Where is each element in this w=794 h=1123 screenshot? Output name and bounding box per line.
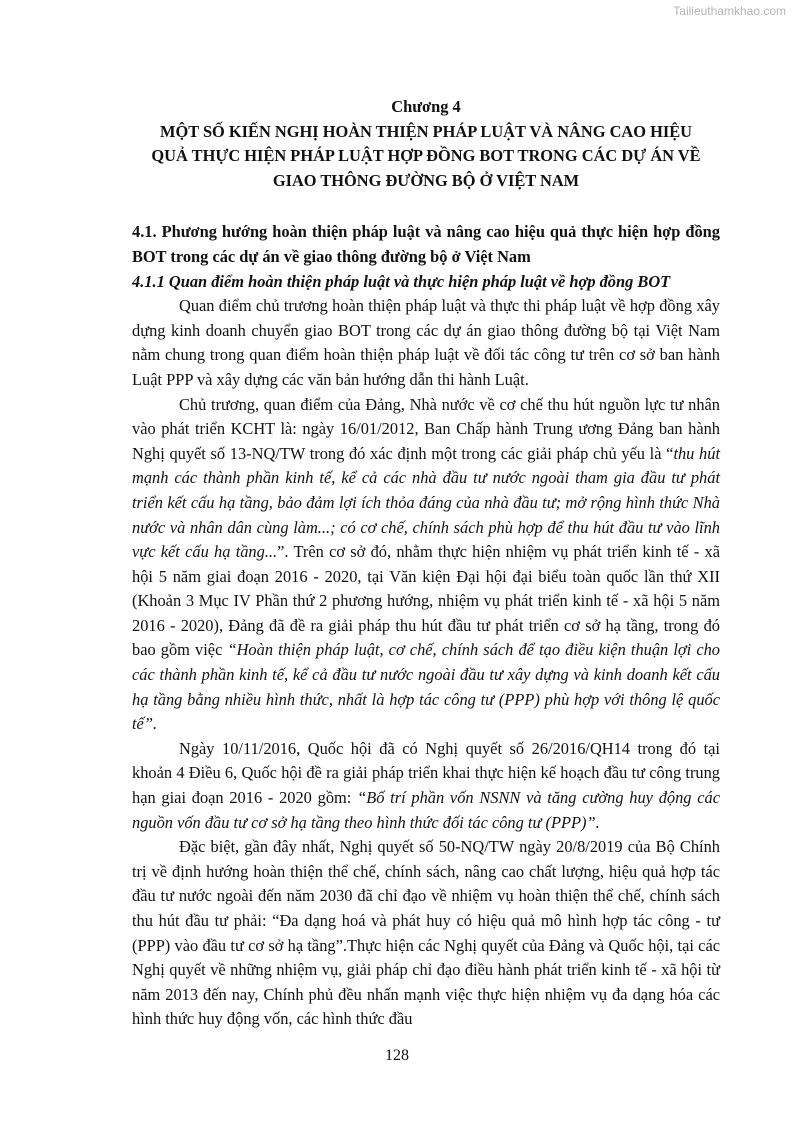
chapter-label: Chương 4 <box>391 97 461 116</box>
chapter-title-line: MỘT SỐ KIẾN NGHỊ HOÀN THIỆN PHÁP LUẬT VÀ NÂNG CAO HIỆU <box>159 121 692 141</box>
subsection-heading: 4.1.1 Quan điểm hoàn thiện pháp luật và thực hiện pháp luật về hợp đồng BOT <box>132 271 671 291</box>
section-heading: 4.1. Phương hướng hoàn thiện pháp luật và nâng cao hiệu quả thực hiện hợp đồng BOT trong các dự án về giao thông đường bộ ở Việt Nam <box>132 222 720 266</box>
quote-text: thu hút mạnh các thành phần kinh tế, kể cả các nhà đầu tư nước ngoài tham gia đầu tư phát triển kết cấu hạ tầng, bảo đảm lợi ích thỏa đáng của nhà đầu tư; mở rộng hình thức Nhà nước và nhân dân cùng làm...; có cơ chế, chính sách phù hợp để thu hút đầu tư vào lĩnh vực kết cấu hạ tầng... <box>132 443 720 562</box>
paragraph-text: Chủ trương, quan điểm của Đảng, Nhà nước về cơ chế thu hút nguồn lực tư nhân vào phát triển KCHT là: ngày 16/01/2012, Ban Chấp hành Trung ương Đảng ban hành Nghị quyết số 13-NQ/TW trong đó xác định một trong các giải pháp chủ yếu là “ <box>132 394 720 463</box>
paragraph-text: ”. Trên cơ sở đó, nhằm thực hiện nhiệm vụ phát triển kinh tế - xã hội 5 năm giai đoạn 2016 - 2020, tại Văn kiện Đại hội đại biểu toàn quốc lần thứ XII (Khoản 3 Mục IV Phần thứ 2 phương hướng, nhiệm vụ phát triển kinh tế - xã hội 5 năm 2016 - 2020), Đảng đã đề ra giải pháp thu hút đầu tư phát triển cơ sở hạ tầng, trong đó bao gồm việc <box>132 542 720 660</box>
paragraph <box>132 737 720 835</box>
paragraph: Quan điểm chủ trương hoàn thiện pháp luật và thực thi pháp luật về hợp đồng xây dựng kinh doanh chuyển giao BOT trong các dự án giao thông đường bộ tại Việt Nam nằm chung trong quan điểm hoàn thiện pháp luật về đối tác công tư trên cơ sở ban hành Luật PPP và xây dựng các văn bản hướng dẫn thi hành Luật. <box>132 296 720 389</box>
quote-text: “Hoàn thiện pháp luật, cơ chế, chính sách để tạo điều kiện thuận lợi cho các thành phần kinh tế, kể cả đầu tư nước ngoài đầu tư xây dựng và kinh doanh kết cấu hạ tầng bằng nhiều hình thức, nhất là hợp tác công tư (PPP) phù hợp với thông lệ quốc tế”. <box>132 640 721 734</box>
chapter-title-line: GIAO THÔNG ĐƯỜNG BỘ Ở VIỆT NAM <box>272 170 580 190</box>
chapter-title-line: QUẢ THỰC HIỆN PHÁP LUẬT HỢP ĐỒNG BOT TRONG CÁC DỰ ÁN VỀ <box>151 146 701 166</box>
watermark: Tailieuthamkhao.com <box>673 4 786 18</box>
document-page <box>132 95 720 1032</box>
chapter-title <box>132 120 720 194</box>
quote-text: “Bố trí phần vốn NSNN và tăng cường huy động các nguồn vốn đầu tư cơ sở hạ tầng theo hình thức đối tác công tư (PPP)”. <box>132 788 720 832</box>
paragraph: Đặc biệt, gần đây nhất, Nghị quyết số 50-NQ/TW ngày 20/8/2019 của Bộ Chính trị về định hướng hoàn thiện thể chế, chính sách, nâng cao chất lượng, hiệu quả hợp tác đầu tư nước ngoài đến năm 2030 đã chỉ đạo về nhiệm vụ hoàn thiện thể chế, chính sách thu hút đầu tư phải: “Đa dạng hoá và phát huy có hiệu quả mô hình hợp tác công - tư (PPP) vào đầu tư cơ sở hạ tầng”.Thực hiện các Nghị quyết của Đảng và Quốc hội, tại các Nghị quyết về những nhiệm vụ, giải pháp chỉ đạo điều hành phát triển kinh tế - xã hội từ năm 2013 đến nay, Chính phủ đều nhấn mạnh việc thực hiện nhiệm vụ đa dạng hóa các hình thức huy động vốn, các hình thức đầu <box>132 837 720 1029</box>
page-number: 128 <box>385 1047 409 1064</box>
paragraph <box>132 393 720 737</box>
paragraph-text: Ngày 10/11/2016, Quốc hội đã có Nghị quyết số 26/2016/QH14 trong đó tại khoản 4 Điều 6, Quốc hội đề ra giải pháp triển khai thực hiện kế hoạch đầu tư công trung hạn giai đoạn 2016 - 2020 gồm: <box>132 738 720 808</box>
